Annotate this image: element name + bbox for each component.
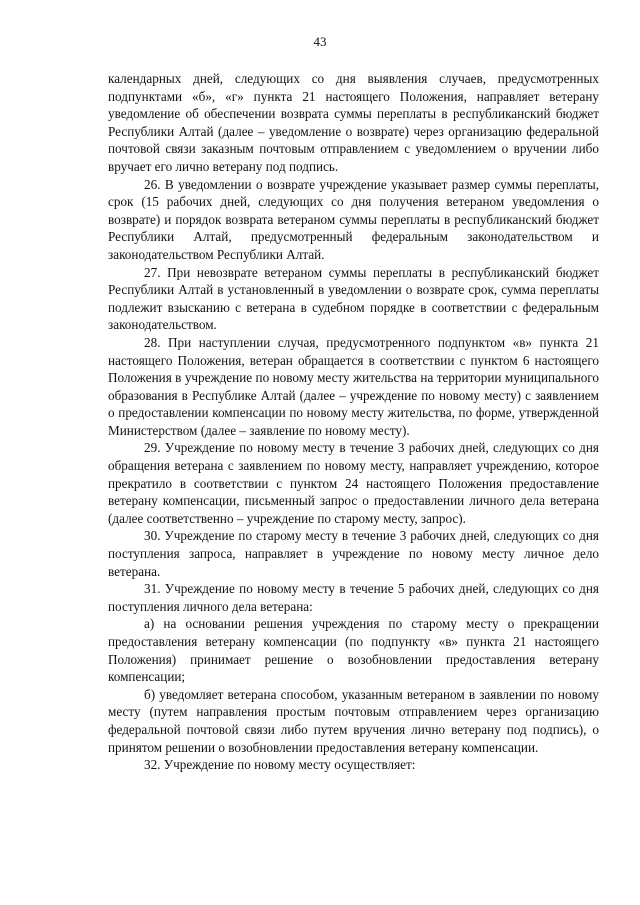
paragraph-31: 31. Учреждение по новому месту в течение 5 рабочих дней, следующих со дня поступления личного дела ветерана:	[108, 581, 599, 614]
paragraph-27: 27. При невозврате ветераном суммы переплаты в республиканский бюджет Республики Алтай в установленный в уведомлении о возврате срок, сумма переплаты подлежит взысканию с ветерана в судебном порядке в соответствии с федеральным законодательством.	[108, 264, 599, 333]
document-body	[108, 70, 599, 774]
paragraph-32: 32. Учреждение по новому месту осуществляет:	[144, 757, 416, 773]
paragraph-29: 29. Учреждение по новому месту в течение 3 рабочих дней, следующих со дня обращения ветерана с заявлением по новому месту, направляет учреждению, которое прекратило в соответствии с пунктом 24 настоящего Положения предоставление ветерану компенсации, письменный запрос о предоставлении личного дела ветерана (далее соответственно – учреждение по старому месту, запрос).	[108, 440, 599, 526]
paragraph-continuation: календарных дней, следующих со дня выявления случаев, предусмотренных подпунктами «б», «г» пункта 21 настоящего Положения, направляет ветерану уведомление об обеспечении возврата суммы переплаты в республиканский бюджет Республики Алтай (далее – уведомление о возврате) через организацию федеральной почтовой связи заказным почтовым отправлением с уведомлением о вручении либо вручает его лично ветерану под подпись.	[108, 71, 599, 174]
paragraph-30: 30. Учреждение по старому месту в течение 3 рабочих дней, следующих со дня поступления запроса, направляет в учреждение по новому месту личное дело ветерана.	[108, 528, 599, 579]
paragraph-28: 28. При наступлении случая, предусмотренного подпунктом «в» пункта 21 настоящего Положения, ветеран обращается в соответствии с пунктом 6 настоящего Положения в учреждение по новому месту жительства на территории муниципального образования в Республике Алтай (далее – учреждение по новому месту) с заявлением о предоставлении компенсации по новому месту жительства, по форме, утвержденной Министерством (далее – заявление по новому месту).	[108, 334, 599, 438]
page-number: 43	[313, 34, 327, 49]
subparagraph-31-b: б) уведомляет ветерана способом, указанным ветераном в заявлении по новому месту (путем направления простым почтовым отправлением через организацию федеральной почтовой связи либо путем вручения лично ветерану под подпись), о принятом решении о возобновлении предоставления ветерану компенсации.	[108, 686, 599, 755]
paragraph-26: 26. В уведомлении о возврате учреждение указывает размер суммы переплаты, срок (15 рабочих дней, следующих со дня получения ветераном уведомления о возврате) и порядок возврата ветераном суммы переплаты в республиканский бюджет Республики Алтай, предусмотренный федеральным законодательством и законодательством Республики Алтай.	[108, 176, 599, 262]
subparagraph-31-a: а) на основании решения учреждения по старому месту о прекращении предоставления ветерану компенсации (по подпункту «в» пункта 21 настоящего Положения) принимает решение о возобновлении предоставления ветерану компенсации;	[108, 616, 599, 685]
